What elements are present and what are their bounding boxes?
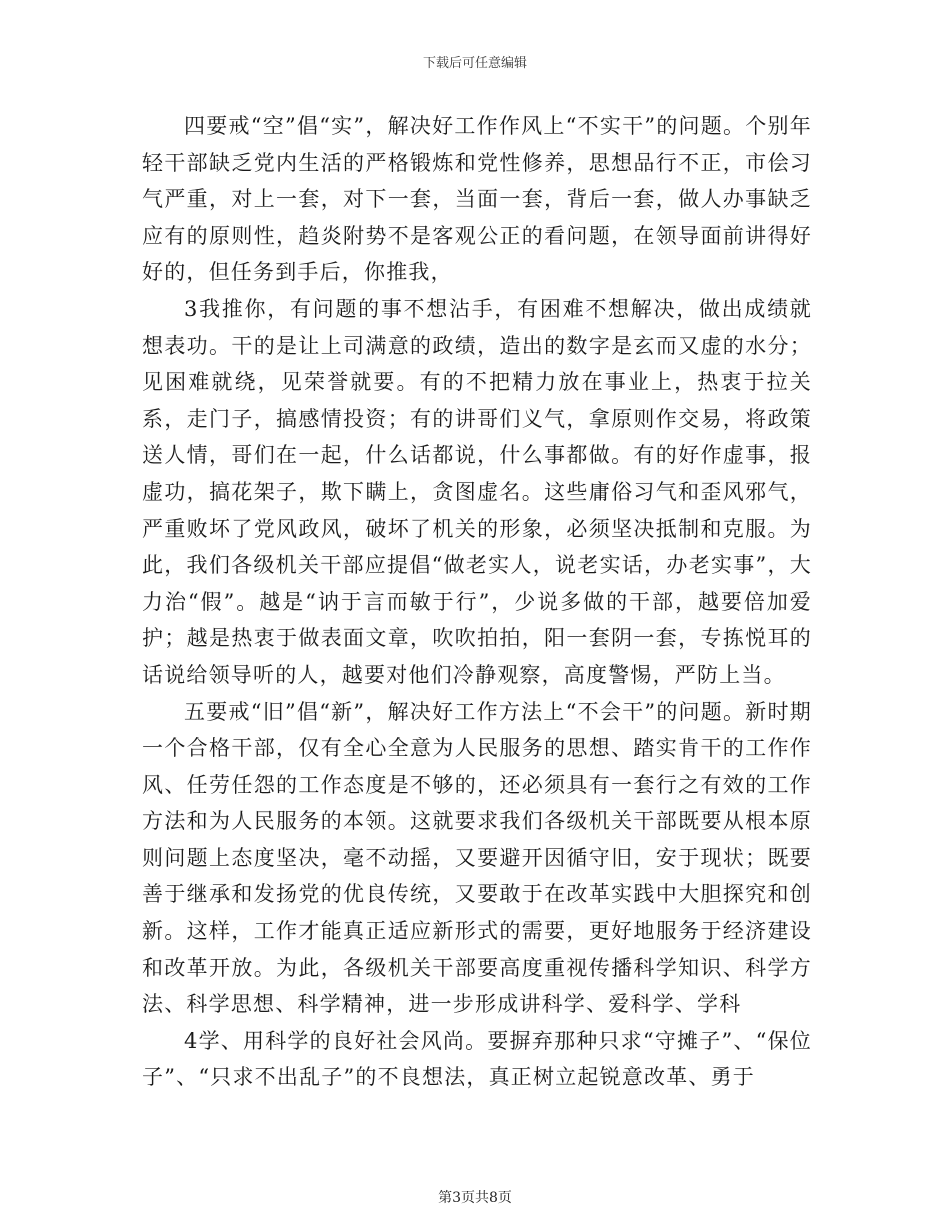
page-number: 第3页共8页	[438, 1190, 512, 1206]
document-body	[142, 108, 812, 1096]
paragraph-1: 四要戒“空”倡“实”，解决好工作作风上“不实干”的问题。个别年轻干部缺乏党内生活的严格锻炼和党性修养，思想品行不正，市侩习气严重，对上一套，对下一套，当面一套，背后一套，做人办事缺乏应有的原则性，趋炎附势不是客观公正的看问题，在领导面前讲得好好的，但任务到手后，你推我，	[142, 114, 812, 285]
paragraph-2: 3我推你，有问题的事不想沾手，有困难不想解决，做出成绩就想表功。干的是让上司满意的政绩，造出的数字是玄而又虚的水分；见困难就绕，见荣誉就要。有的不把精力放在事业上，热衷于拉关系，走门子，搞感情投资；有的讲哥们义气，拿原则作交易，将政策送人情，哥们在一起，什么话都说，什么事都做。有的好作虚事，报虚功，搞花架子，欺下瞒上，贪图虚名。这些庸俗习气和歪风邪气，严重败坏了党风政风，破坏了机关的形象，必须坚决抵制和克服。为此，我们各级机关干部应提倡“做老实人，说老实话，办老实事”，大力治“假”。越是“讷于言而敏于行”，少说多做的干部，越要倍加爱护；越是热衷于做表面文章，吹吹拍拍，阳一套阴一套，专拣悦耳的话说给领导听的人，越要对他们冷静观察，高度警惕，严防上当。	[142, 296, 812, 687]
paragraph-4: 4学、用科学的良好社会风尚。要摒弃那种只求“守摊子”、“保位子”、“只求不出乱子”的不良想法，真正树立起锐意改革、勇于	[142, 1028, 812, 1090]
page-header-note: 下载后可任意编辑	[422, 56, 527, 71]
paragraph-3: 五要戒“旧”倡“新”，解决好工作方法上“不会干”的问题。新时期一个合格干部，仅有全心全意为人民服务的思想、踏实肯干的工作作风、任劳任怨的工作态度是不够的，还必须具有一套行之有效的工作方法和为人民服务的本领。这就要求我们各级机关干部既要从根本原则问题上态度坚决，毫不动摇，又要避开因循守旧，安于现状；既要善于继承和发扬党的优良传统，又要敢于在改革实践中大胆探究和创新。这样，工作才能真正适应新形式的需要，更好地服务于经济建设和改革开放。为此，各级机关干部要高度重视传播科学知识、科学方法、科学思想、科学精神，进一步形成讲科学、爱科学、学科	[142, 699, 812, 1017]
